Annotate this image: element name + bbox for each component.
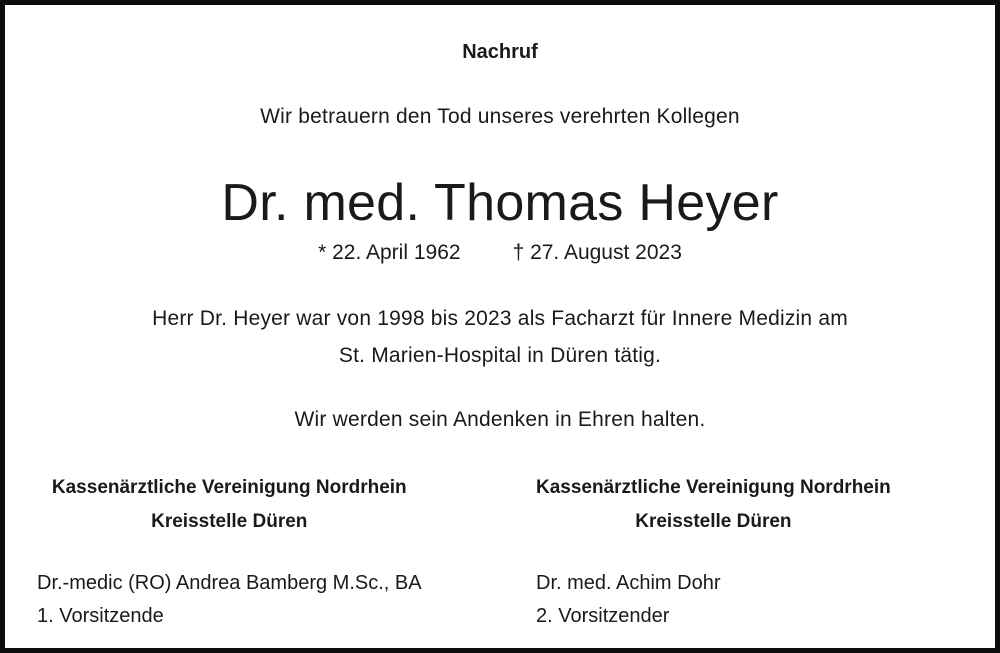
signatory-organization-block bbox=[536, 471, 891, 539]
closing-text: Wir werden sein Andenken in Ehren halten. bbox=[294, 408, 706, 431]
biography-line-2: St. Marien-Hospital in Düren tätig. bbox=[338, 344, 662, 367]
signatory-right bbox=[536, 471, 891, 633]
intro-text: Wir betrauern den Tod unseres verehrten Kollegen bbox=[260, 105, 740, 128]
death-date: † 27. August 2023 bbox=[512, 241, 682, 264]
signer-block bbox=[536, 567, 891, 633]
life-dates bbox=[5, 241, 995, 265]
signatory-organization-block bbox=[37, 471, 422, 539]
birth-date: * 22. April 1962 bbox=[318, 241, 461, 264]
signer-block bbox=[37, 567, 422, 633]
notice-heading: Nachruf bbox=[462, 41, 538, 63]
signer-name: Dr. med. Achim Dohr bbox=[536, 572, 721, 594]
deceased-name: Dr. med. Thomas Heyer bbox=[221, 174, 779, 232]
organization-branch: Kreisstelle Düren bbox=[151, 511, 308, 532]
organization-branch: Kreisstelle Düren bbox=[635, 511, 792, 532]
signatory-left bbox=[37, 471, 422, 633]
organization-name: Kassenärztliche Vereinigung Nordrhein bbox=[51, 477, 407, 498]
signer-role: 2. Vorsitzender bbox=[536, 605, 670, 627]
signer-name: Dr.-medic (RO) Andrea Bamberg M.Sc., BA bbox=[37, 572, 422, 594]
biography-line-1: Herr Dr. Heyer war von 1998 bis 2023 als Facharzt für Innere Medizin am bbox=[152, 307, 848, 330]
organization-name: Kassenärztliche Vereinigung Nordrhein bbox=[536, 477, 891, 498]
signer-role: 1. Vorsitzende bbox=[37, 605, 164, 627]
